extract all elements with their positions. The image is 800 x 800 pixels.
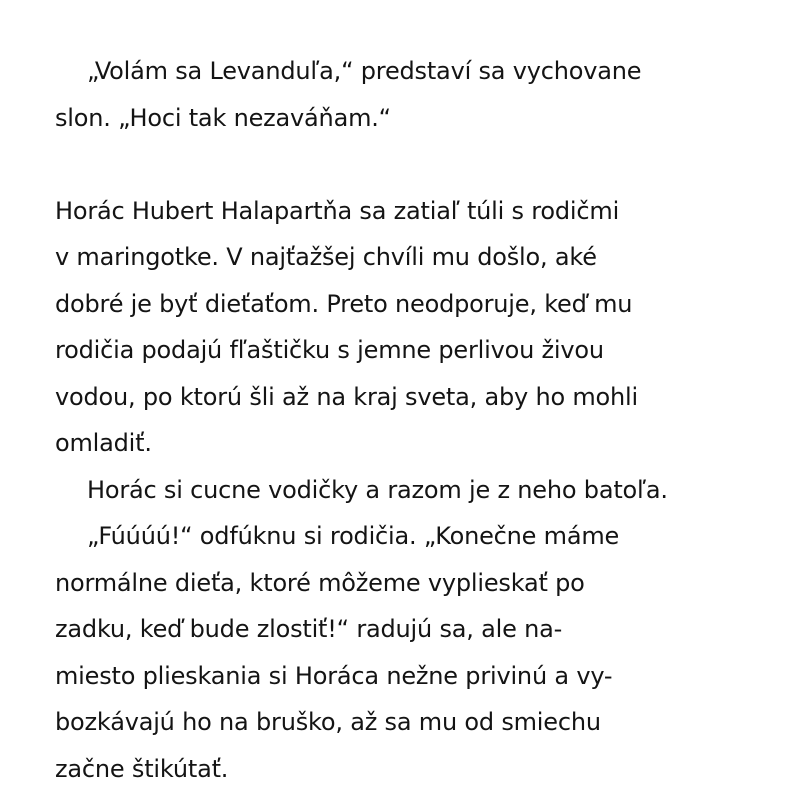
text-line: bozkávajú ho na bruško, až sa mu od smiechu: [55, 708, 601, 736]
text-line: normálne dieťa, ktoré môžeme vyplieskať po: [55, 568, 585, 597]
text-line: rodičia podajú fľaštičku s jemne perlivou živou: [55, 336, 604, 364]
text-line: dobré je byť dieťaťom. Preto neodporuje, keď mu: [55, 289, 633, 318]
text-line: v maringotke. V najťažšej chvíli mu došlo, aké: [55, 243, 597, 271]
text-line: zadku, keď bude zlostiť!“ radujú sa, ale na-: [55, 615, 563, 643]
text-line: vodou, po ktorú šli až na kraj sveta, aby ho mohli: [55, 382, 638, 411]
text-line: miesto plieskania si Horáca nežne privinú a vy-: [55, 661, 613, 690]
text-line: Horác si cucne vodičky a razom je z neho batoľa.: [87, 475, 668, 504]
text-line: „Volám sa Levanduľa,“ predstaví sa vychovane: [87, 57, 642, 85]
paragraph-gap: [55, 141, 755, 188]
text-line: Horác Hubert Halapartňa sa zatiaľ túli s rodičmi: [55, 196, 620, 225]
text-line: omladiť.: [55, 429, 152, 457]
text-line: slon. „Hoci tak nezaváňam.“: [55, 103, 391, 132]
page-text: [55, 48, 755, 792]
text-line: „Fúúúú!“ odfúknu si rodičia. „Konečne máme: [87, 522, 620, 550]
text-line: začne štikútať.: [55, 754, 229, 783]
